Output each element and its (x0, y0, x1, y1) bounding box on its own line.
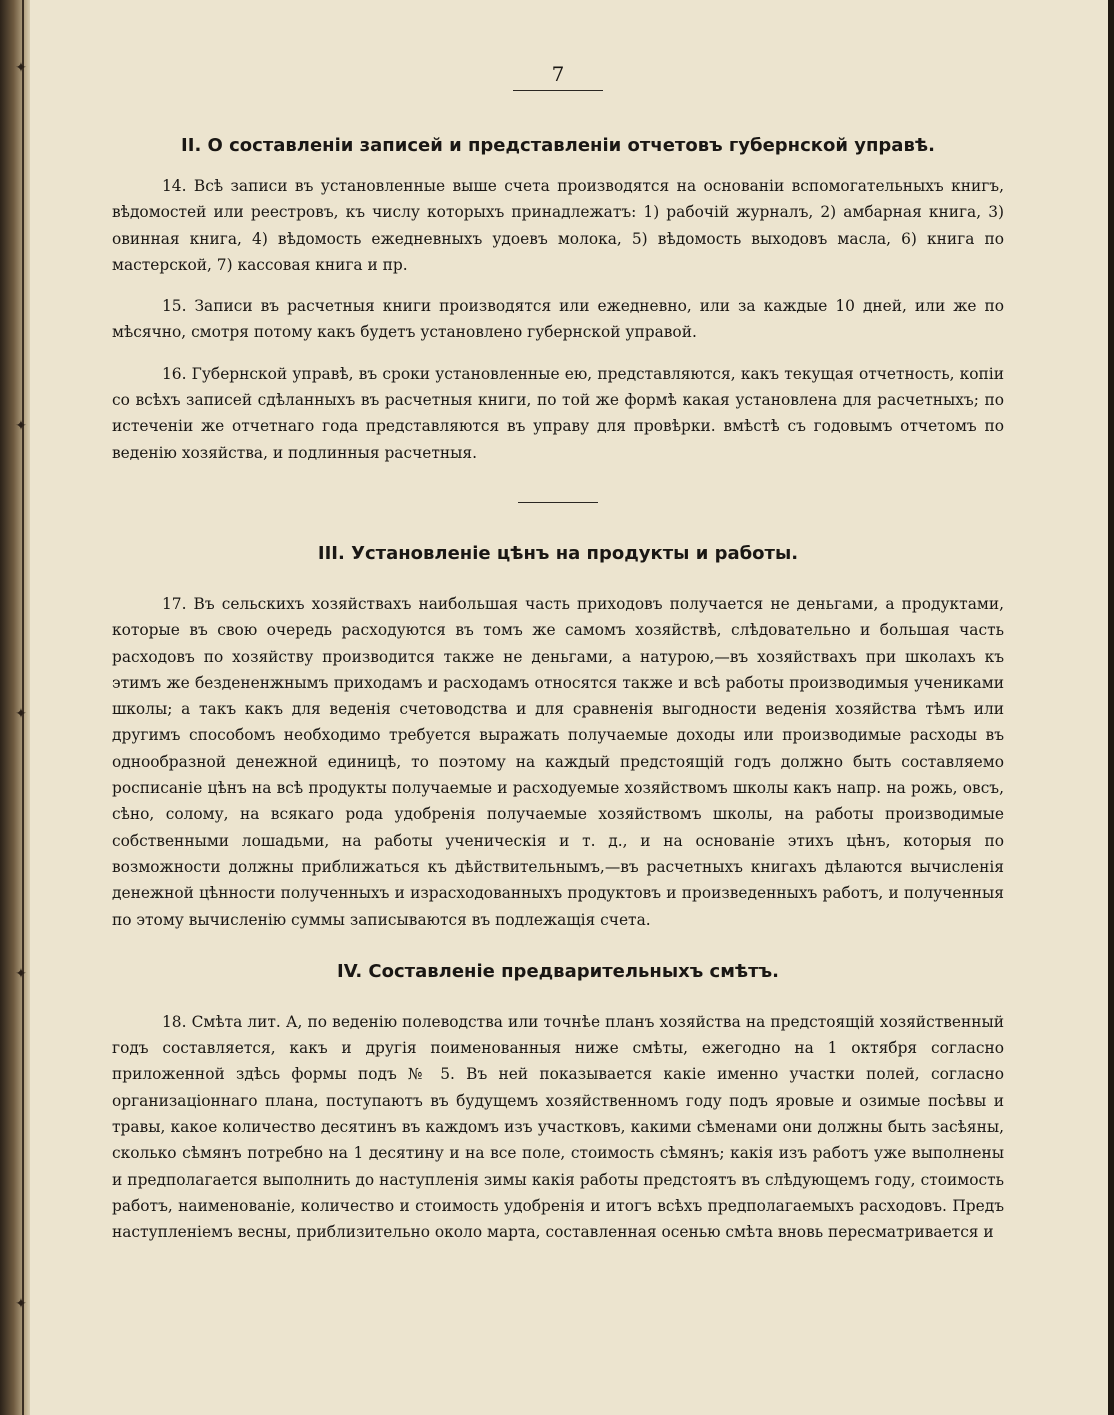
paragraph-15: 15. Записи въ расчетныя книги производятся или ежедневно, или за каждые 10 дней, или же по мѣсячно, смотря потому какъ будетъ установлено губернской управой. (112, 297, 1004, 342)
paragraph-16: 16. Губернской управѣ, въ сроки установленные ею, представляются, какъ текущая отчетность, копіи со всѣхъ записей сдѣланныхъ въ расчетныя книги, по той же формѣ какая установлена для расчетныхъ; по истеченіи же отчетнаго года представляются въ управу для провѣрки. вмѣстѣ съ годовымъ отчетомъ по веденію хозяйства, и подлинныя расчетныя. (112, 364, 1004, 462)
binding-stitch-icon: ✦ (15, 418, 27, 434)
page-number-rule (513, 90, 603, 91)
section-heading-iii: III. Установленіе цѣнъ на продукты и работы. (317, 542, 799, 564)
section-divider (518, 502, 598, 503)
page-edge (1108, 0, 1114, 1415)
page-content (112, 60, 1004, 1246)
section-heading-ii: II. О составленіи записей и представленіи отчетовъ губернской управѣ. (181, 135, 935, 156)
binding-stitch-icon: ✦ (15, 1296, 27, 1312)
binding-stitch-icon: ✦ (15, 60, 27, 76)
binding-stitch-icon: ✦ (15, 706, 27, 722)
paragraph-17: 17. Въ сельскихъ хозяйствахъ наибольшая часть приходовъ получается не деньгами, а продуктами, которые въ свою очередь расходуются въ томъ же самомъ хозяйствѣ, слѣдовательно и большая часть расходовъ по хозяйству производится также не деньгами, а натурою,—въ хозяйствахъ при школахъ къ этимъ же бездененжнымъ приходамъ и расходамъ относятся также и всѣ работы производимыя учениками школы; а такъ какъ для веденія счетоводства и для сравненія выгодности веденія хозяйства тѣмъ или другимъ способомъ необходимо требуется выражать получаемые доходы или производимые расходы въ однообразной денежной единицѣ, то поэтому на каждый предстоящій годъ должно быть составляемо росписаніе цѣнъ на всѣ продукты получаемые и расходуемые хозяйствомъ школы какъ напр. на рожь, овсъ, сѣно, солому, на всякаго рода удобренія получаемые хозяйствомъ школы, на работы производимые собственными лошадьми, на работы ученическія и т. д., и на основаніе этихъ цѣнъ, которыя по возможности должны приближаться къ дѣйствительнымъ,—въ расчетныхъ книгахъ дѣлаются вычисленія денежной цѣнности полученныхъ и израсходованныхъ продуктовъ и произведенныхъ работъ, и полученныя по этому вычисленію суммы записываются въ подлежащія счета. (112, 594, 1004, 929)
binding-stitch-icon: ✦ (15, 966, 27, 982)
paragraph-18: 18. Смѣта лит. А, по веденію полеводства или точнѣе планъ хозяйства на предстоящій хозяйственный годъ составляется, какъ и другія поименованныя ниже смѣты, ежегодно на 1 октября согласно приложенной здѣсь формы подъ № 5. Въ ней показывается какіе именно участки полей, согласно организаціоннаго плана, поступаютъ въ будущемъ хозяйственномъ году подъ яровые и озимые посѣвы и травы, какое количество десятинъ въ каждомъ изъ участковъ, какими сѣменами они должны быть засѣяны, сколько сѣмянъ потребно на 1 десятину и на все поле, стоимость сѣмянъ; какія изъ работъ уже выполнены и предполагается выполнить до наступленія зимы какія работы предстоятъ въ слѣдующемъ году, стоимость работъ, наименованіе, количество и стоимость удобренія и итогъ всѣхъ предполагаемыхъ расходовъ. Предъ наступленіемъ весны, приблизительно около марта, составленная осенью смѣта вновь пересматривается и (112, 1012, 1004, 1242)
paragraph-14: 14. Всѣ записи въ установленные выше счета производятся на основаніи вспомогательныхъ книгъ, вѣдомостей или реестровъ, къ числу которыхъ принадлежатъ: 1) рабочій журналъ, 2) амбарная книга, 3) овинная книга, 4) вѣдомость ежедневныхъ удоевъ молока, 5) вѣдомость выходовъ масла, 6) книга по мастерской, 7) кассовая книга и пр. (112, 177, 1004, 274)
page-number: 7 (551, 62, 565, 86)
section-heading-iv: IV. Составленіе предварительныхъ смѣтъ. (337, 960, 779, 982)
